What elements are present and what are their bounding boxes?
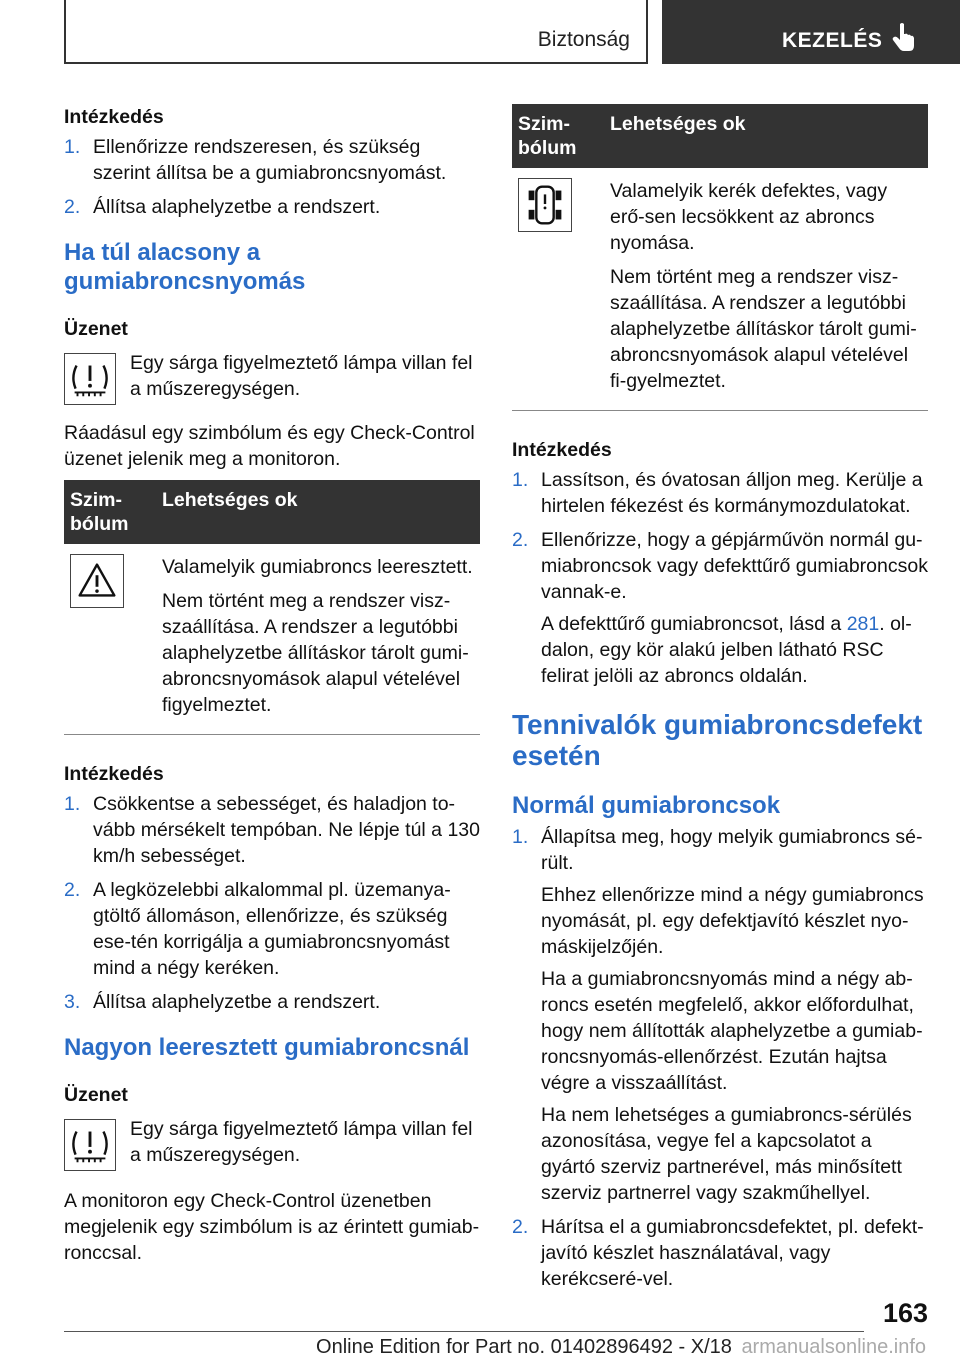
table-row [512,168,928,411]
list-item: 1. Lassítson, és óvatosan álljon meg. Kerülje a hirtelen fékezést és kormánymozdulatokat. [512,467,928,519]
list-item: 2. A legközelebbi alkalommal pl. üzemanya-gtöltő állomáson, ellenőrizze, és szükség ese-tén korrigálja a gumiabroncsnyomást mind a négy keréken. [64,877,480,981]
table-row [64,544,480,735]
list-item: 3. Állítsa alaphelyzetbe a rendszert. [64,989,480,1015]
list-item: 2. Hárítsa el a gumiabroncsdefektet, pl. defekt-javító készlet használatával, vagy kerékcseré-vel. [512,1214,928,1292]
low-pressure-title: Ha túl alacsony a gumiabroncsnyomás [64,239,306,295]
footer-edition [64,1336,926,1359]
low-extra-text: Ráadásul egy szimbólum és egy Check-Control üzenet jelenik meg a monitoron. [64,422,475,470]
column-header-cause: Lehetséges ok [156,480,480,544]
page-number: 163 [882,1298,928,1328]
list-item: 1. Csökkentse a sebességet, és haladjon to-vább mérsékelt tempóban. Ne lépje túl a 130 km/h sebességet. [64,793,480,867]
column-header-symbol: Szim-bólum [64,480,156,544]
action-steps [512,467,928,689]
warning-message [64,1116,480,1174]
message-heading: Üzenet [64,318,128,340]
list-item: 2. Ellenőrizze, hogy a gépjárművön normál gu-miabroncsok vagy defekttűrő gumiabroncsok vannak-e. A defekttűrő gumiabroncsot, lásd a 281. ol-dalon, egy kör alakú jelben látható RSC felirat jelöli az abroncs oldalán. [512,529,928,687]
cause-text: Nem történt meg a rendszer visz-szaállítása. A rendszer a legutóbbi alaphelyzetbe állításkor tárolt gumi-abroncsnyomások alapul vételével fi-gyelmeztet. [610,266,917,392]
step-text: Lassítson, és óvatosan álljon meg. Kerülje a hirtelen fékezést és kormánymozdulatokat. [541,469,923,517]
normal-tires-title: Normál gumiabroncsok [512,792,781,819]
column-header-cause: Lehetséges ok [604,104,928,168]
symbol-table [64,480,480,735]
list-item: 2. Állítsa alaphelyzetbe a rendszert. [64,194,480,220]
normal-steps [512,824,928,1292]
header-section-title: Biztonság [537,28,630,51]
step-text: Csökkentse a sebességet, és haladjon to-vább mérsékelt tempóban. Ne lépje túl a 130 km/h sebességet. [93,793,480,867]
list-item: 1. Ellenőrizze rendszeresen, és szükség szerint állítsa be a gumiabroncsnyomást. [64,134,480,186]
action-heading: Intézkedés [512,439,612,461]
step-text: Ha nem lehetséges a gumiabroncs-sérülés azonosítása, vegye fel a kapcsolatot a gyártó szerviz partnerével, más minősített szerviz partnerrel vagy szakműhellyel. [541,1104,912,1204]
cause-text: Valamelyik kerék defektes, vagy erő-sen lecsökkent az abroncs nyomása. [610,180,888,254]
tire-pressure-warning-icon [64,1119,116,1171]
car-wheel-defect-icon [518,178,572,232]
right-column [512,104,928,1300]
hand-pointer-icon [892,22,918,52]
header-chapter-tab[interactable] [662,0,960,64]
message-text: Egy sárga figyelmeztető lámpa villan fel a műszeregységen. [130,352,473,400]
step-text: A legközelebbi alkalommal pl. üzemanya-gtöltő állomáson, ellenőrizze, és szükség ese-tén korrigálja a gumiabroncsnyomást mind a négy keréken. [93,879,451,979]
footer-watermark: armanualsonline.info [741,1336,926,1358]
warning-message [64,350,480,408]
warning-triangle-icon [70,554,124,608]
cause-text: Valamelyik gumiabroncs leeresztett. [162,556,473,578]
step-text: Állítsa alaphelyzetbe a rendszert. [93,991,381,1013]
step-text: Ellenőrizze rendszeresen, és szükség szerint állítsa be a gumiabroncsnyomást. [93,136,447,184]
intro-heading: Intézkedés [64,106,164,128]
header-chapter-title: KEZELÉS [782,29,883,52]
cause-text: Nem történt meg a rendszer visz-szaállítása. A rendszer a legutóbbi alaphelyzetbe állításkor tárolt gumi-abroncsnyomások alapul vételével figyelmeztet. [162,590,469,716]
left-column [64,104,480,1266]
page-link[interactable]: 281 [846,613,880,635]
message-heading: Üzenet [64,1084,128,1106]
step-text: Ehhez ellenőrizze mind a négy gumiabroncs nyomását, pl. egy defektjavító készlet nyo-máskijelzőjén. [541,884,924,958]
column-header-symbol: Szim-bólum [512,104,604,168]
step-text: Ha a gumiabroncsnyomás mind a négy ab-roncs esetén megfelelő, akkor előfordulhat, hogy nem állították alaphelyzetbe a gumiab-roncsnyomás-ellenőrzést. Ezután hajtsa végre a visszaállítást. [541,968,923,1094]
intro-steps [64,134,480,220]
message-text: Egy sárga figyelmeztető lámpa villan fel a műszeregységen. [130,1118,473,1166]
step-text: Állapítsa meg, hogy melyik gumiabroncs sé-rült. [541,826,923,874]
step-text: Állítsa alaphelyzetbe a rendszert. [93,196,381,218]
step-text: Ellenőrizze, hogy a gépjárművön normál gu-miabroncsok vagy defekttűrő gumiabroncsok vannak-e. [541,529,928,603]
deflated-title: Nagyon leeresztett gumiabroncsnál [64,1034,470,1061]
footer-edition-text: Online Edition for Part no. 01402896492 - X/18 [316,1336,732,1358]
footer-divider [64,1331,864,1332]
step-text: Hárítsa el a gumiabroncsdefektet, pl. defekt-javító készlet használatával, vagy kerékcseré-vel. [541,1216,924,1290]
runflat-note: A defekttűrő gumiabroncsot, lásd a 281. ol-dalon, egy kör alakú jelben látható RSC felirat jelöli az abroncs oldalán. [541,613,912,687]
tire-pressure-warning-icon [64,353,116,405]
symbol-table [512,104,928,411]
header-section-box [64,0,648,64]
deflated-extra-text: A monitoron egy Check-Control üzenetben megjelenik egy szimbólum is az érintett gumiab-ronccsal. [64,1190,480,1264]
action-steps [64,791,480,1015]
flat-tire-title: Tennivalók gumiabroncsdefekt esetén [512,709,923,771]
action-heading: Intézkedés [64,763,164,785]
list-item: 1. Állapítsa meg, hogy melyik gumiabroncs sé-rült. Ehhez ellenőrizze mind a négy gumiabroncs nyomását, pl. egy defektjavító készlet nyo-máskijelzőjén. Ha a gumiabroncsnyomás mind a négy ab-roncs esetén megfelelő, akkor előfordulhat, hogy nem állították alaphelyzetbe a gumiab-roncsnyomás-ellenőrzést. Ezután hajtsa végre a visszaállítást. Ha nem lehetséges a gumiabroncs-sérülés azonosítása, vegye fel a kapcsolatot a gyártó szerviz partnerével, más minősített szerviz partnerrel vagy szakműhellyel. [512,824,928,1206]
